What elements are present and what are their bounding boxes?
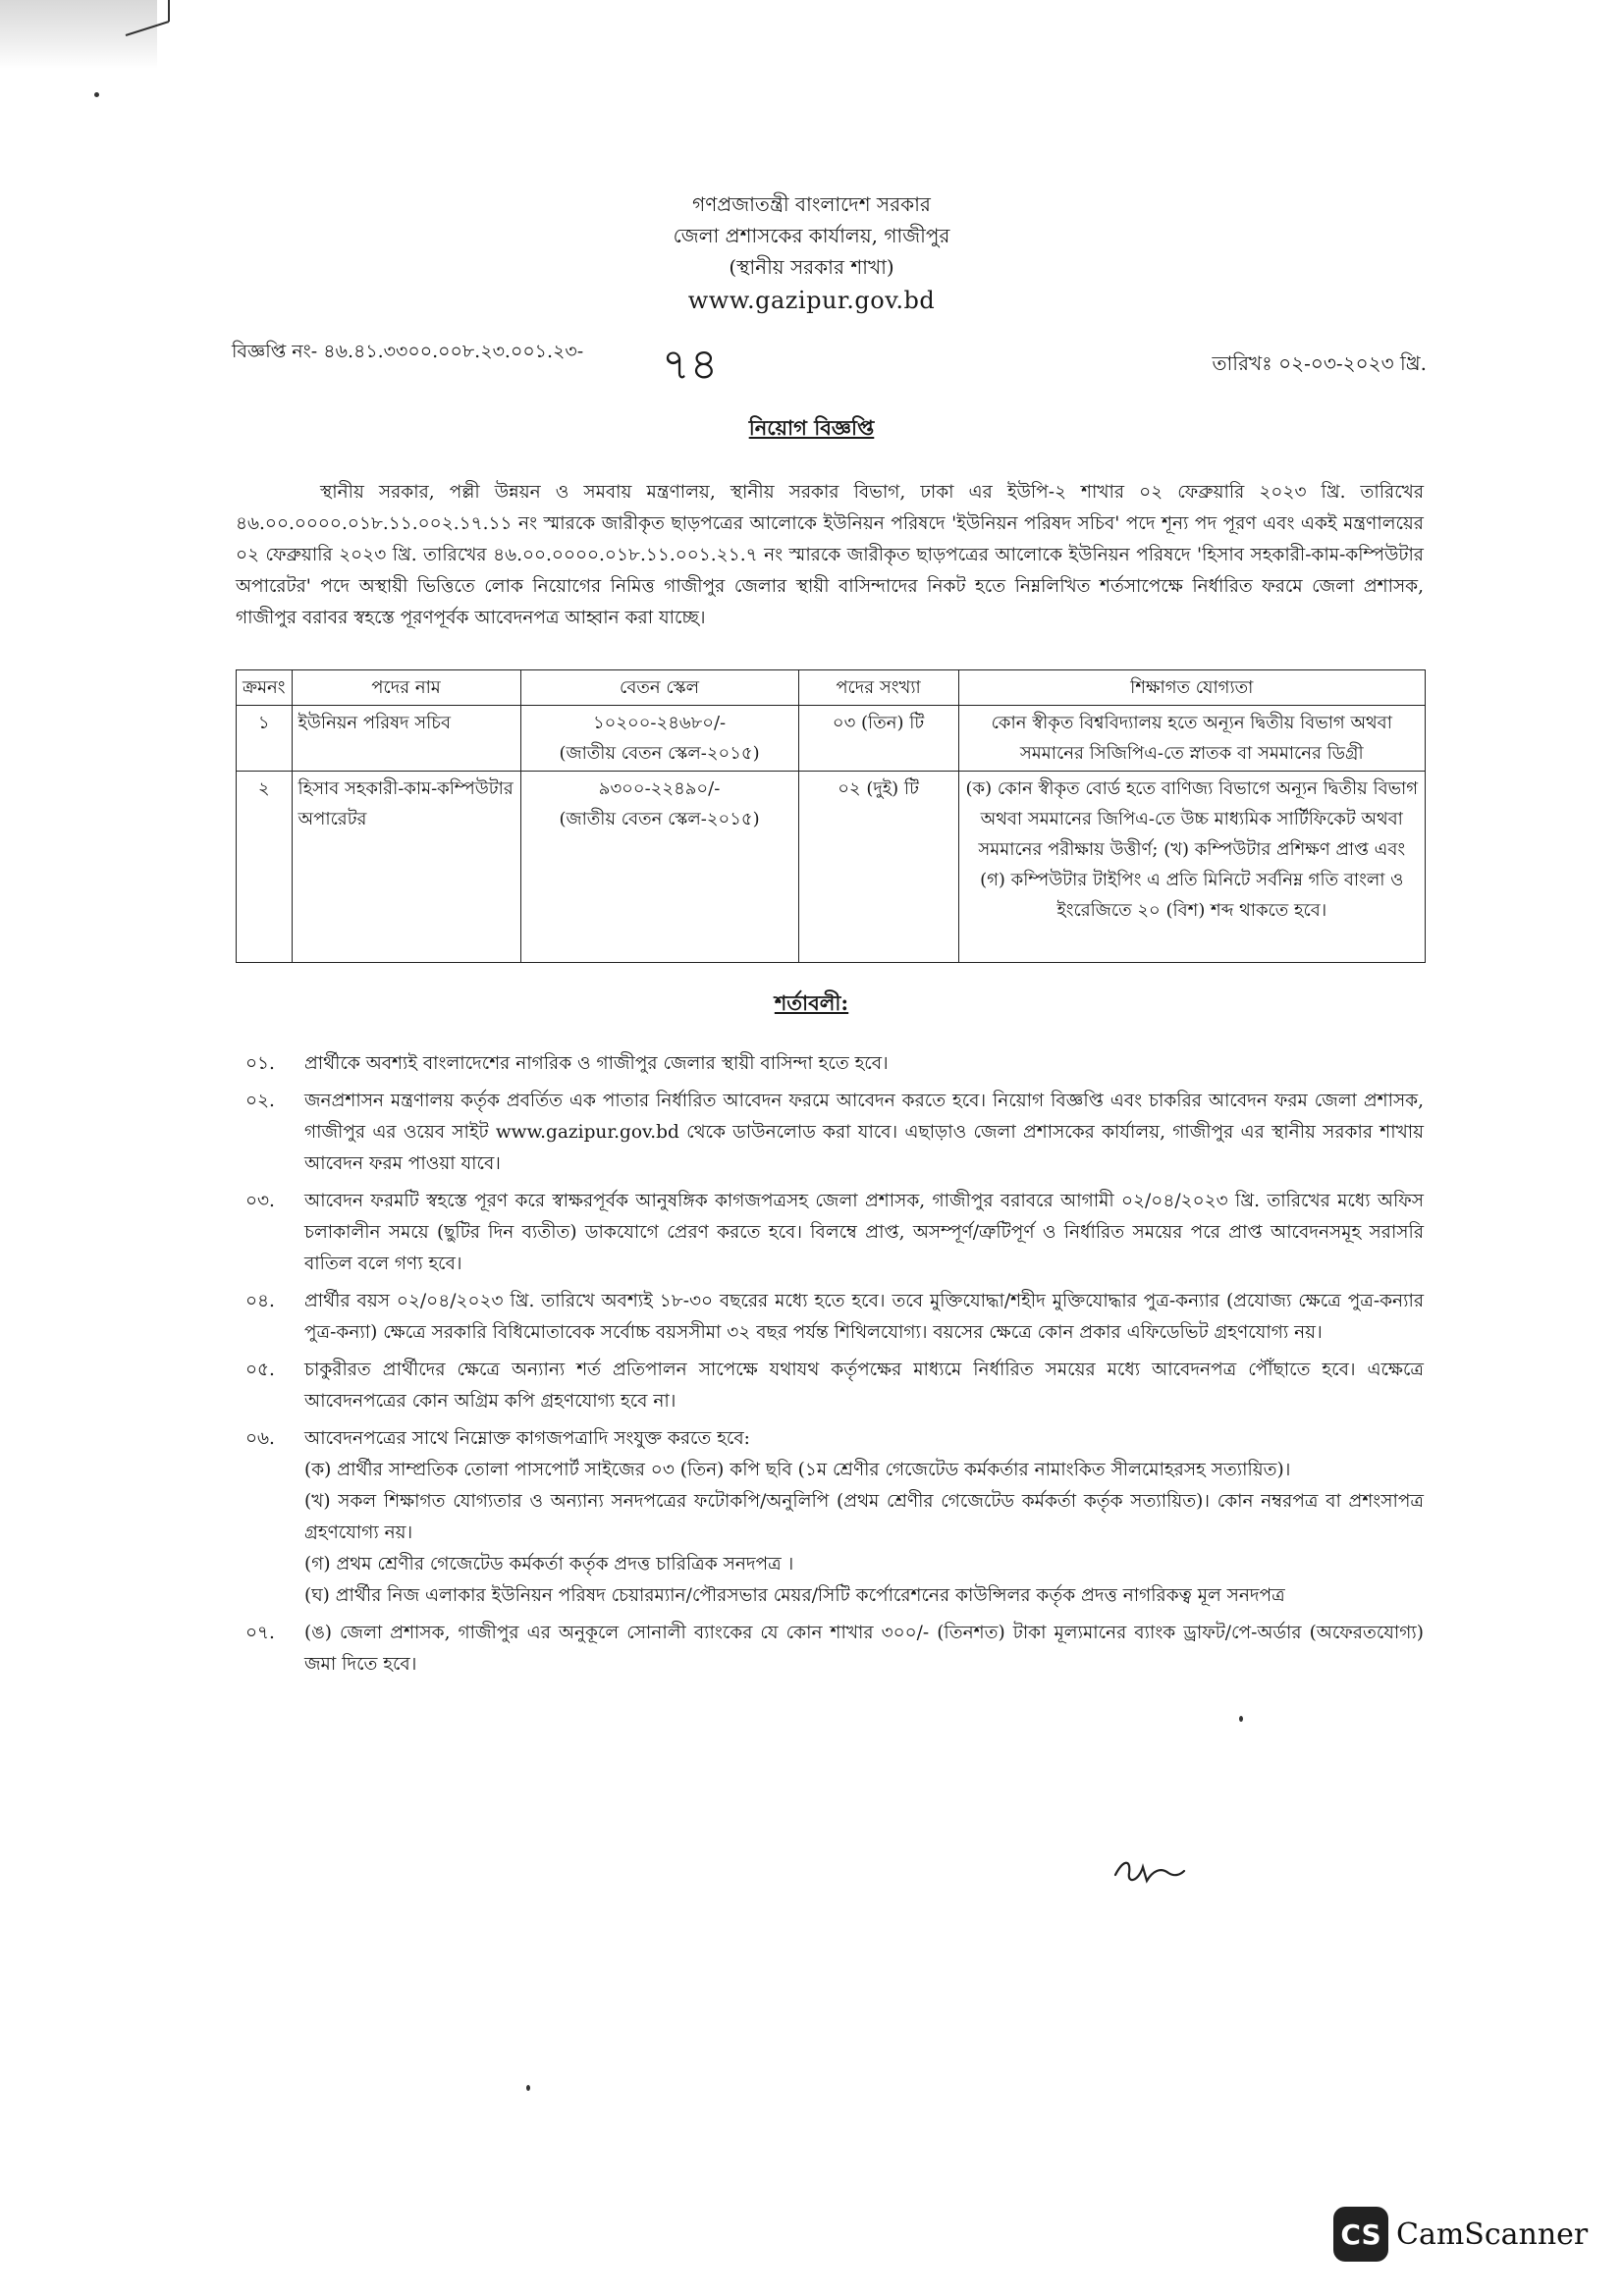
term-sub-item: (ঘ) প্রার্থীর নিজ এলাকার ইউনিয়ন পরিষদ চেয়ারম্যান/পৌরসভার মেয়র/সিটি কর্পোরেশনের কাউন্সিলর কর্তৃক প্রদত্ত নাগরিকত্ব মূল সনদপত্র [304,1585,1285,1606]
row-post-count: ০২ (দুই) টি [798,772,958,963]
row-pay-scale-note: (জাতীয় বেতন স্কেল-২০১৫) [559,809,760,829]
row-serial: ২ [237,772,293,963]
list-item [245,1048,1424,1080]
terms-list [245,1048,1424,1686]
term-number: ০৩. [245,1191,275,1211]
row-post-name: ইউনিয়ন পরিষদ সচিব [292,706,520,772]
header-branch: (স্থানীয় সরকার শাখা) [729,255,894,279]
term-number: ০৭. [245,1623,275,1643]
camscanner-watermark [1333,2207,1588,2262]
col-post-count: পদের সংখ্যা [798,670,958,706]
table-row [237,772,1426,963]
term-body [304,1423,1424,1612]
term-sub-item: (ক) প্রার্থীর সাম্প্রতিক তোলা পাসপোর্ট সাইজের ০৩ (তিন) কপি ছবি (১ম শ্রেণীর গেজেটেড কর্মকর্তার নামাংকিত সীলমোহরসহ সত্যায়িত)। [304,1460,1291,1480]
row-pay-scale-value: ৯৩০০-২২৪৯০/- [598,778,721,799]
camscanner-logo-icon: CS [1333,2207,1388,2262]
table-row [237,706,1426,772]
row-qualification: (ক) কোন স্বীকৃত বোর্ড হতে বাণিজ্য বিভাগে অন্যূন দ্বিতীয় বিভাগ অথবা সমমানের জিপিএ-তে উচ্চ মাধ্যমিক সার্টিফিকেট অথবা সমমানের পরীক্ষায় উত্তীর্ণ; (খ) কম্পিউটার প্রশিক্ষণ প্রাপ্ত এবং (গ) কম্পিউটার টাইপিং এ প্রতি মিনিটে সর্বনিম্ন গতি বাংলা ও ইংরেজিতে ২০ (বিশ) শব্দ থাকতে হবে। [958,772,1425,963]
camscanner-label: CamScanner [1396,2216,1589,2252]
row-serial: ১ [237,706,293,772]
memo-date: তারিখঃ ০২-০৩-২০২৩ খ্রি. [1212,351,1427,375]
header-website: www.gazipur.gov.bd [687,287,936,314]
list-item [245,1286,1424,1349]
header-office: জেলা প্রশাসকের কার্যালয়, গাজীপুর [673,224,950,247]
posts-table-header [237,670,1426,706]
row-pay-scale [520,772,798,963]
row-post-count: ০৩ (তিন) টি [798,706,958,772]
posts-table [236,669,1426,963]
term-number: ০৪. [245,1291,275,1311]
intro-paragraph: স্থানীয় সরকার, পল্লী উন্নয়ন ও সমবায় মন্ত্রণালয়, স্থানীয় সরকার বিভাগ, ঢাকা এর ইউপি-২ শাখার ০২ ফেব্রুয়ারি ২০২৩ খ্রি. তারিখের ৪৬.০০.০০০০.০১৮.১১.০০২.১৭.১১ নং স্মারকে জারীকৃত ছাড়পত্রের আলোকে ইউনিয়ন পরিষদে 'ইউনিয়ন পরিষদ সচিব' পদে শূন্য পদ পূরণ এবং একই মন্ত্রণালয়ের ০২ ফেব্রুয়ারি ২০২৩ খ্রি. তারিখের ৪৬.০০.০০০০.০১৮.১১.০০১.২১.৭ নং স্মারকে জারীকৃত ছাড়পত্রের আলোকে ইউনিয়ন পরিষদে 'হিসাব সহকারী-কাম-কম্পিউটার অপারেটর' পদে অস্থায়ী ভিত্তিতে লোক নিয়োগের নিমিত্ত গাজীপুর জেলার স্থায়ী বাসিন্দাদের নিকট হতে নিম্নলিখিত শর্তসাপেক্ষে নির্ধারিত ফরমে জেলা প্রশাসক, গাজীপুর বরাবর স্বহস্তে পূরণপূর্বক আবেদনপত্র আহ্বান করা যাচ্ছে। [236,482,1424,628]
term-number: ০৬. [245,1428,275,1449]
letterhead [0,188,1623,316]
row-post-name: হিসাব সহকারী-কাম-কম্পিউটার অপারেটর [292,772,520,963]
term-text: প্রার্থীকে অবশ্যই বাংলাদেশের নাগরিক ও গাজীপুর জেলার স্থায়ী বাসিন্দা হতে হবে। [304,1053,889,1074]
col-pay-scale: বেতন স্কেল [520,670,798,706]
term-text: জনপ্রশাসন মন্ত্রণালয় কর্তৃক প্রবর্তিত এক পাতার নির্ধারিত আবেদন ফরমে আবেদন করতে হবে। নিয়োগ বিজ্ঞপ্তি এবং চাকরির আবেদন ফরম জেলা প্রশাসক, গাজীপুর এর ওয়েব সাইট www.gazipur.gov.bd থেকে ডাউনলোড করা যাবে। এছাড়াও জেলা প্রশাসকের কার্যালয়, গাজীপুর এর স্থানীয় সরকার শাখায় আবেদন ফরম পাওয়া যাবে। [304,1091,1424,1174]
term-text: (ঙ) জেলা প্রশাসক, গাজীপুর এর অনুকূলে সোনালী ব্যাংকের যে কোন শাখার ৩০০/- (তিনশত) টাকা মূল্যমানের ব্যাংক ড্রাফট/পে-অর্ডার (অফেরতযোগ্য) জমা দিতে হবে। [304,1623,1424,1675]
term-number: ০৫. [245,1360,275,1380]
term-number: ০২. [245,1091,275,1111]
term-text: আবেদনপত্রের সাথে নিম্নোক্ত কাগজপত্রাদি সংযুক্ত করতে হবে: [304,1428,750,1449]
term-text: প্রার্থীর বয়স ০২/০৪/২০২৩ খ্রি. তারিখে অবশ্যই ১৮-৩০ বছরের মধ্যে হতে হবে। তবে মুক্তিযোদ্ধা/শহীদ মুক্তিযোদ্ধার পুত্র-কন্যার (প্রযোজ্য ক্ষেত্রে পুত্র-কন্যার পুত্র-কন্যা) ক্ষেত্রে সরকারি বিধিমোতাবেক সর্বোচ্চ বয়সসীমা ৩২ বছর পর্যন্ত শিথিলযোগ্য। বয়সের ক্ষেত্রে কোন প্রকার এফিডেভিট গ্রহণযোগ্য নয়। [304,1291,1424,1343]
term-number: ০১. [245,1053,275,1074]
term-text: আবেদন ফরমটি স্বহস্তে পূরণ করে স্বাক্ষরপূর্বক আনুষঙ্গিক কাগজপত্রসহ জেলা প্রশাসক, গাজীপুর বরাবরে আগামী ০২/০৪/২০২৩ খ্রি. তারিখের মধ্যে অফিস চলাকালীন সময়ে (ছুটির দিন ব্যতীত) ডাকযোগে প্রেরণ করতে হবে। বিলম্বে প্রাপ্ত, অসম্পূর্ণ/ত্রুটিপূর্ণ ও নির্ধারিত সময়ের পরে প্রাপ্ত আবেদনসমূহ সরাসরি বাতিল বলে গণ্য হবে। [304,1191,1424,1274]
row-qualification: কোন স্বীকৃত বিশ্ববিদ্যালয় হতে অন্যূন দ্বিতীয় বিভাগ অথবা সমমানের সিজিপিএ-তে স্নাতক বা সমমানের ডিগ্রী [958,706,1425,772]
notice-title [0,412,1623,447]
memo-handwritten-number: ৭৪ [662,340,719,390]
list-item [245,1086,1424,1180]
list-item [245,1355,1424,1417]
list-item [245,1186,1424,1280]
row-pay-scale [520,706,798,772]
col-post-name: পদের নাম [292,670,520,706]
row-pay-scale-value: ১০২০০-২৪৬৮০/- [592,713,727,733]
scan-speck [1239,1716,1243,1722]
memo-number: বিজ্ঞপ্তি নং- ৪৬.৪১.৩৩০০.০০৮.২৩.০০১.২৩- [232,341,584,362]
notice-title-text: নিয়োগ বিজ্ঞপ্তি [748,415,875,440]
list-item [245,1618,1424,1681]
signature-mark [1109,1845,1188,1895]
terms-heading-text: শর্তাবলী: [774,990,849,1015]
header-government: গণপ্রজাতন্ত্রী বাংলাদেশ সরকার [692,192,931,216]
scan-speck [526,2085,530,2091]
scan-corner-mark [118,0,177,39]
list-item [245,1423,1424,1612]
row-pay-scale-note: (জাতীয় বেতন স্কেল-২০১৫) [559,743,760,764]
term-sub-item: (খ) সকল শিক্ষাগত যোগ্যতার ও অন্যান্য সনদপত্রের ফটোকপি/অনুলিপি (প্রথম শ্রেণীর গেজেটেড কর্মকর্তা কর্তৃক সত্যায়িত)। কোন নম্বরপত্র বা প্রশংসাপত্র গ্রহণযোগ্য নয়। [304,1491,1424,1543]
scan-speck [94,92,99,97]
term-text: চাকুরীরত প্রার্থীদের ক্ষেত্রে অন্যান্য শর্ত প্রতিপালন সাপেক্ষে যথাযথ কর্তৃপক্ষের মাধ্যমে নির্ধারিত সময়ের মধ্যে আবেদনপত্র পৌঁছাতে হবে। এক্ষেত্রে আবেদনপত্রের কোন অগ্রিম কপি গ্রহণযোগ্য হবে না। [304,1360,1424,1412]
terms-heading [0,988,1623,1022]
col-qualification: শিক্ষাগত যোগ্যতা [958,670,1425,706]
col-serial: ক্রমনং [237,670,293,706]
term-sub-item: (গ) প্রথম শ্রেণীর গেজেটেড কর্মকর্তা কর্তৃক প্রদত্ত চারিত্রিক সনদপত্র । [304,1554,794,1575]
